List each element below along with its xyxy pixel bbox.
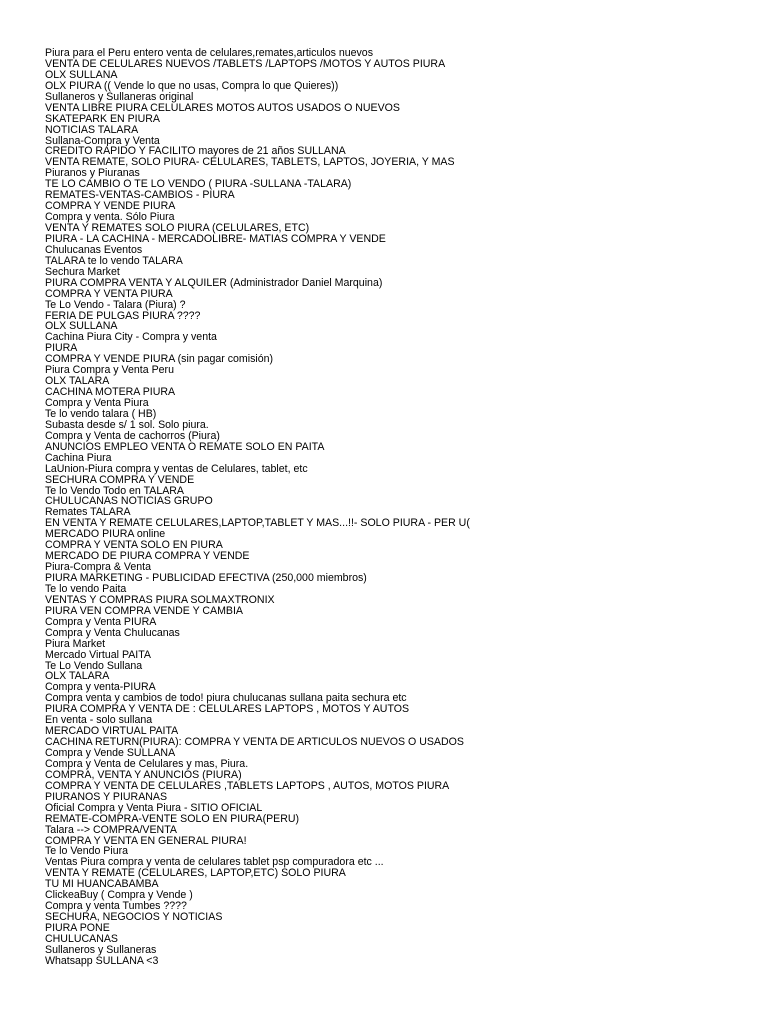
text-line: COMPRA, VENTA Y ANUNCIOS (PIURA) xyxy=(45,769,242,781)
text-line: PIURA VEN COMPRA VENDE Y CAMBIA xyxy=(45,605,244,617)
text-line: MERCADO PIURA online xyxy=(45,529,166,541)
text-line: VENTA Y REMATE (CELULARES, LAPTOP,ETC) SOLO PIURA xyxy=(45,868,346,880)
text-line: ClickeaBuy ( Compra y Vende ) xyxy=(45,890,193,902)
text-line: OLX SULLANA xyxy=(45,69,118,81)
text-line: Sullana-Compra y Venta xyxy=(45,135,160,147)
text-line: REMATES-VENTAS-CAMBIOS - PIURA xyxy=(45,190,235,202)
text-line: CHULUCANAS NOTICIAS GRUPO xyxy=(45,496,213,508)
text-line: PIURA - LA CACHINA - MERCADOLIBRE- MATIAS COMPRA Y VENDE xyxy=(45,233,386,245)
text-line: CACHINA MOTERA PIURA xyxy=(45,387,176,398)
text-line: Compra y Venta Piura xyxy=(45,398,149,409)
text-line: Subasta desde s/ 1 sol. Solo piura. xyxy=(45,419,209,431)
text-line: TALARA te lo vendo TALARA xyxy=(45,255,183,267)
text-line: Compra y Venta PIURA xyxy=(45,616,157,628)
text-line: Sechura Market xyxy=(45,266,120,278)
text-line: TU MI HUANCABAMBA xyxy=(45,879,159,891)
text-line: Cachina Piura City - Compra y venta xyxy=(45,332,217,344)
text-line: VENTA Y REMATES SOLO PIURA (CELULARES, ETC) xyxy=(45,223,310,234)
text-line: PIURA xyxy=(45,343,78,355)
text-line: COMPRA Y VENTA EN GENERAL PIURA! xyxy=(45,835,247,847)
text-line: Remates TALARA xyxy=(45,507,131,519)
text-line: FERIA DE PULGAS PIURA ???? xyxy=(45,310,201,322)
text-line: Mercado Virtual PAITA xyxy=(45,649,151,661)
text-line: Cachina Piura xyxy=(45,452,112,464)
text-line: Compra y Venta de cachorros (Piura) xyxy=(45,430,220,442)
text-line: SECHURA, NEGOCIOS Y NOTICIAS xyxy=(45,912,223,923)
text-line: Compra venta y cambios de todo! piura chulucanas sullana paita sechura etc xyxy=(45,693,407,705)
text-line: SKATEPARK EN PIURA xyxy=(45,113,160,125)
text-line: Compra y Venta Chulucanas xyxy=(45,627,180,639)
group-name-list xyxy=(45,48,760,967)
text-line: Piura Market xyxy=(45,638,106,650)
text-line: CREDITO RAPIDO Y FACILITO mayores de 21 años SULLANA xyxy=(45,146,346,158)
text-line: Chulucanas Eventos xyxy=(45,244,143,256)
text-line: Piuranos y Piuranas xyxy=(45,168,140,180)
text-line: OLX SULLANA xyxy=(45,321,118,333)
text-line: VENTA LIBRE PIURA CELULARES MOTOS AUTOS USADOS O NUEVOS xyxy=(45,102,400,114)
text-line: Compra y venta. Sólo Piura xyxy=(45,212,175,223)
text-line: COMPRA Y VENDE PIURA xyxy=(45,201,176,213)
text-line: Compra y Vende SULLANA xyxy=(45,748,176,759)
text-line: Compra y venta Tumbes ???? xyxy=(45,901,187,913)
text-line: CACHINA RETURN(PIURA): COMPRA Y VENTA DE ARTICULOS NUEVOS O USADOS xyxy=(45,737,464,748)
text-line: ANUNCIOS EMPLEO VENTA O REMATE SOLO EN PAITA xyxy=(45,441,325,453)
text-line: COMPRA Y VENTA SOLO EN PIURA xyxy=(45,540,223,552)
text-line: Compra y venta-PIURA xyxy=(45,682,156,694)
text-line: REMATE-COMPRA-VENTE SOLO EN PIURA(PERU) xyxy=(45,813,300,825)
text-line: OLX TALARA xyxy=(45,376,110,388)
text-line: VENTAS Y COMPRAS PIURA SOLMAXTRONIX xyxy=(45,594,275,606)
text-line: Talara --> COMPRA/VENTA xyxy=(45,824,177,836)
text-line: PIURA MARKETING - PUBLICIDAD EFECTIVA (250,000 miembros) xyxy=(45,573,367,584)
text-line: PIURA COMPRA VENTA Y ALQUILER (Administrador Daniel Marquina) xyxy=(45,277,383,289)
text-line: COMPRA Y VENTA PIURA xyxy=(45,288,173,300)
text-line: OLX TALARA xyxy=(45,671,110,683)
text-line: COMPRA Y VENDE PIURA (sin pagar comisión) xyxy=(45,354,274,366)
text-line: NOTICIAS TALARA xyxy=(45,124,139,136)
text-line: VENTA DE CELULARES NUEVOS /TABLETS /LAPTOPS /MOTOS Y AUTOS PIURA xyxy=(45,58,446,70)
text-line: Whatsapp SULLANA <3 xyxy=(45,955,159,967)
text-line: Piura-Compra & Venta xyxy=(45,562,151,573)
text-line: PIURA COMPRA Y VENTA DE : CELULARES LAPTOPS , MOTOS Y AUTOS xyxy=(45,704,410,716)
text-line: Ventas Piura compra y venta de celulares tablet psp compuradora etc ... xyxy=(45,857,384,869)
text-line: Sullaneros y Sullaneras original xyxy=(45,91,194,103)
text-line: EN VENTA Y REMATE CELULARES,LAPTOP,TABLET Y MAS...!!- SOLO PIURA - PER U( xyxy=(45,518,470,530)
text-line: TE LO CAMBIO O TE LO VENDO ( PIURA -SULLANA -TALARA) xyxy=(45,179,352,191)
text-line: Piura para el Peru entero venta de celulares,remates,articulos nuevos xyxy=(45,48,373,59)
text-line: Te lo vendo Paita xyxy=(45,583,127,595)
text-line: Te lo Vendo Piura xyxy=(45,846,129,858)
text-line: PIURANOS Y PIURANAS xyxy=(45,791,168,803)
text-line: OLX PIURA (( Vende lo que no usas, Compra lo que Quieres)) xyxy=(45,80,339,92)
text-line: Te Lo Vendo - Talara (Piura) ? xyxy=(45,299,186,311)
text-line: SECHURA COMPRA Y VENDE xyxy=(45,474,195,486)
text-line: MERCADO VIRTUAL PAITA xyxy=(45,726,179,738)
text-line: En venta - solo sullana xyxy=(45,715,153,727)
text-line: Te lo Vendo Todo en TALARA xyxy=(45,485,184,497)
text-line: COMPRA Y VENTA DE CELULARES ,TABLETS LAPTOPS , AUTOS, MOTOS PIURA xyxy=(45,780,450,792)
text-line: Te lo vendo talara ( HB) xyxy=(45,408,157,420)
text-line: Piura Compra y Venta Peru xyxy=(45,365,174,377)
text-line: Sullaneros y Sullaneras xyxy=(45,944,157,956)
text-line: Oficial Compra y Venta Piura - SITIO OFICIAL xyxy=(45,802,263,814)
text-line: MERCADO DE PIURA COMPRA Y VENDE xyxy=(45,551,250,563)
text-line: PIURA PONE xyxy=(45,923,110,934)
text-line: Te Lo Vendo Sullana xyxy=(45,660,143,672)
text-line: Compra y Venta de Celulares y mas, Piura. xyxy=(45,758,249,770)
text-line: CHULUCANAS xyxy=(45,933,118,945)
text-line: LaUnion-Piura compra y ventas de Celulares, tablet, etc xyxy=(45,463,308,475)
text-line: VENTA REMATE, SOLO PIURA- CELULARES, TABLETS, LAPTOS, JOYERIA, Y MAS xyxy=(45,157,455,169)
